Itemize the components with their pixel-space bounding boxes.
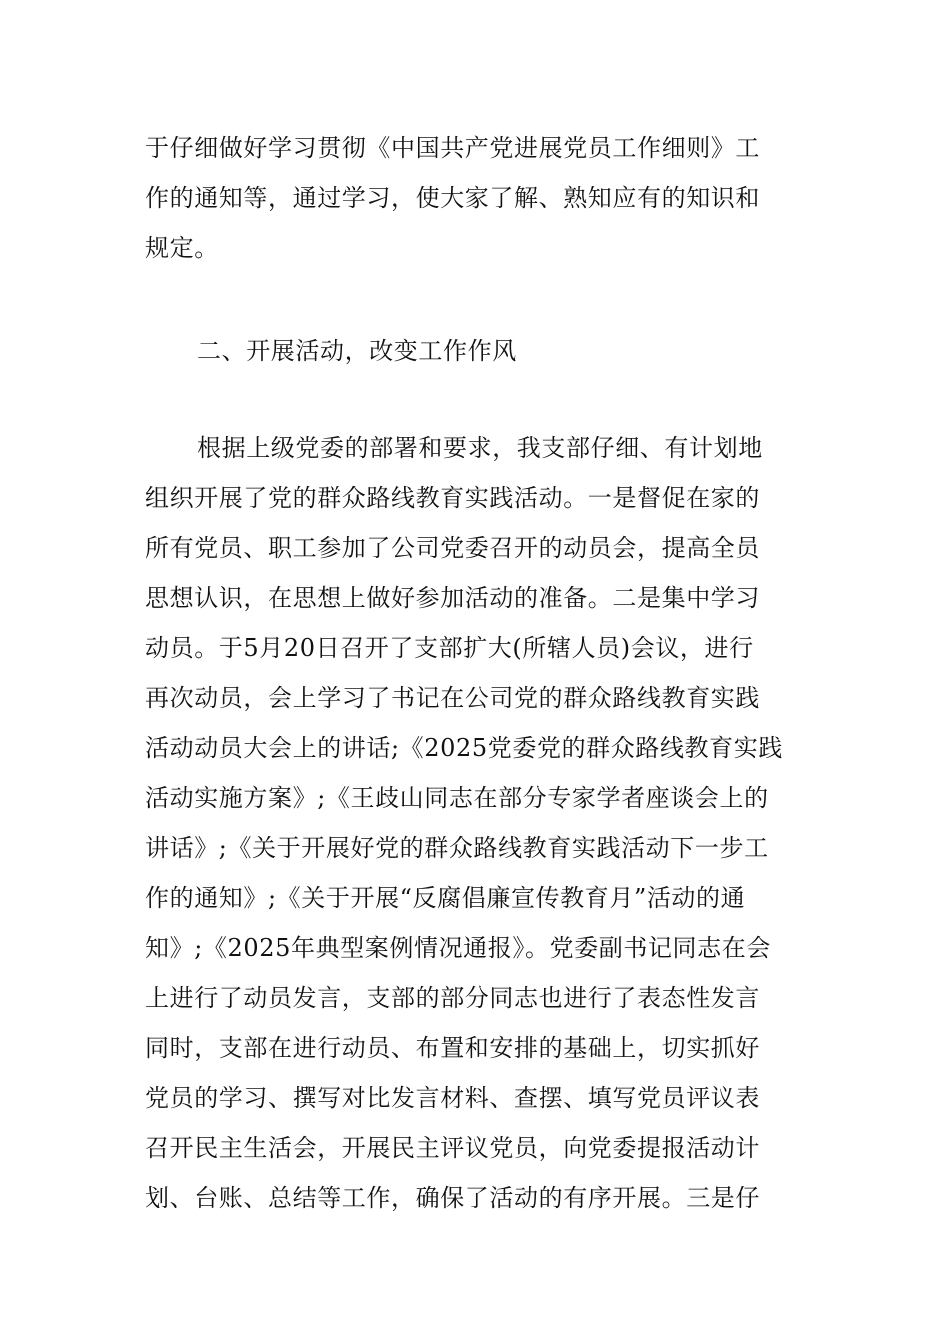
paragraph-line: 同时，支部在进行动员、布置和安排的基础上，切实抓好 <box>145 1034 760 1062</box>
paragraph-line: 再次动员，会上学习了书记在公司党的群众路线教育实践 <box>145 684 760 712</box>
paragraph-line: 划、台账、总结等工作，确保了活动的有序开展。三是仔 <box>145 1184 760 1212</box>
paragraph-line: 动员。于5月20日召开了支部扩大(所辖人员)会议，进行 <box>145 634 754 662</box>
paragraph-line: 所有党员、职工参加了公司党委召开的动员会，提高全员 <box>145 534 760 562</box>
paragraph-line: 于仔细做好学习贯彻《中国共产党进展党员工作细则》工 <box>145 134 760 162</box>
paragraph-line: 活动实施方案》;《王歧山同志在部分专家学者座谈会上的 <box>145 784 769 812</box>
paragraph-line: 组织开展了党的群众路线教育实践活动。一是督促在家的 <box>145 484 760 512</box>
paragraph-line: 作的通知》;《关于开展“反腐倡廉宣传教育月”活动的通 <box>145 884 746 912</box>
paragraph-line: 党员的学习、撰写对比发言材料、查摆、填写党员评议表 <box>145 1084 760 1112</box>
paragraph-line: 根据上级党委的部署和要求，我支部仔细、有计划地 <box>197 434 763 462</box>
paragraph-line: 知》;《2025年典型案例情况通报》。党委副书记同志在会 <box>145 934 771 962</box>
paragraph-line: 活动动员大会上的讲话;《2025党委党的群众路线教育实践 <box>145 734 783 762</box>
paragraph-line: 上进行了动员发言，支部的部分同志也进行了表态性发言 <box>145 984 760 1012</box>
paragraph-line: 召开民主生活会，开展民主评议党员，向党委提报活动计 <box>145 1134 760 1162</box>
paragraph-line: 讲话》;《关于开展好党的群众路线教育实践活动下一步工 <box>145 834 769 862</box>
paragraph-line: 规定。 <box>145 234 219 262</box>
paragraph-line: 作的通知等，通过学习，使大家了解、熟知应有的知识和 <box>145 184 760 212</box>
section-heading: 二、开展活动，改变工作作风 <box>197 337 517 365</box>
paragraph-line: 思想认识，在思想上做好参加活动的准备。二是集中学习 <box>145 584 760 612</box>
